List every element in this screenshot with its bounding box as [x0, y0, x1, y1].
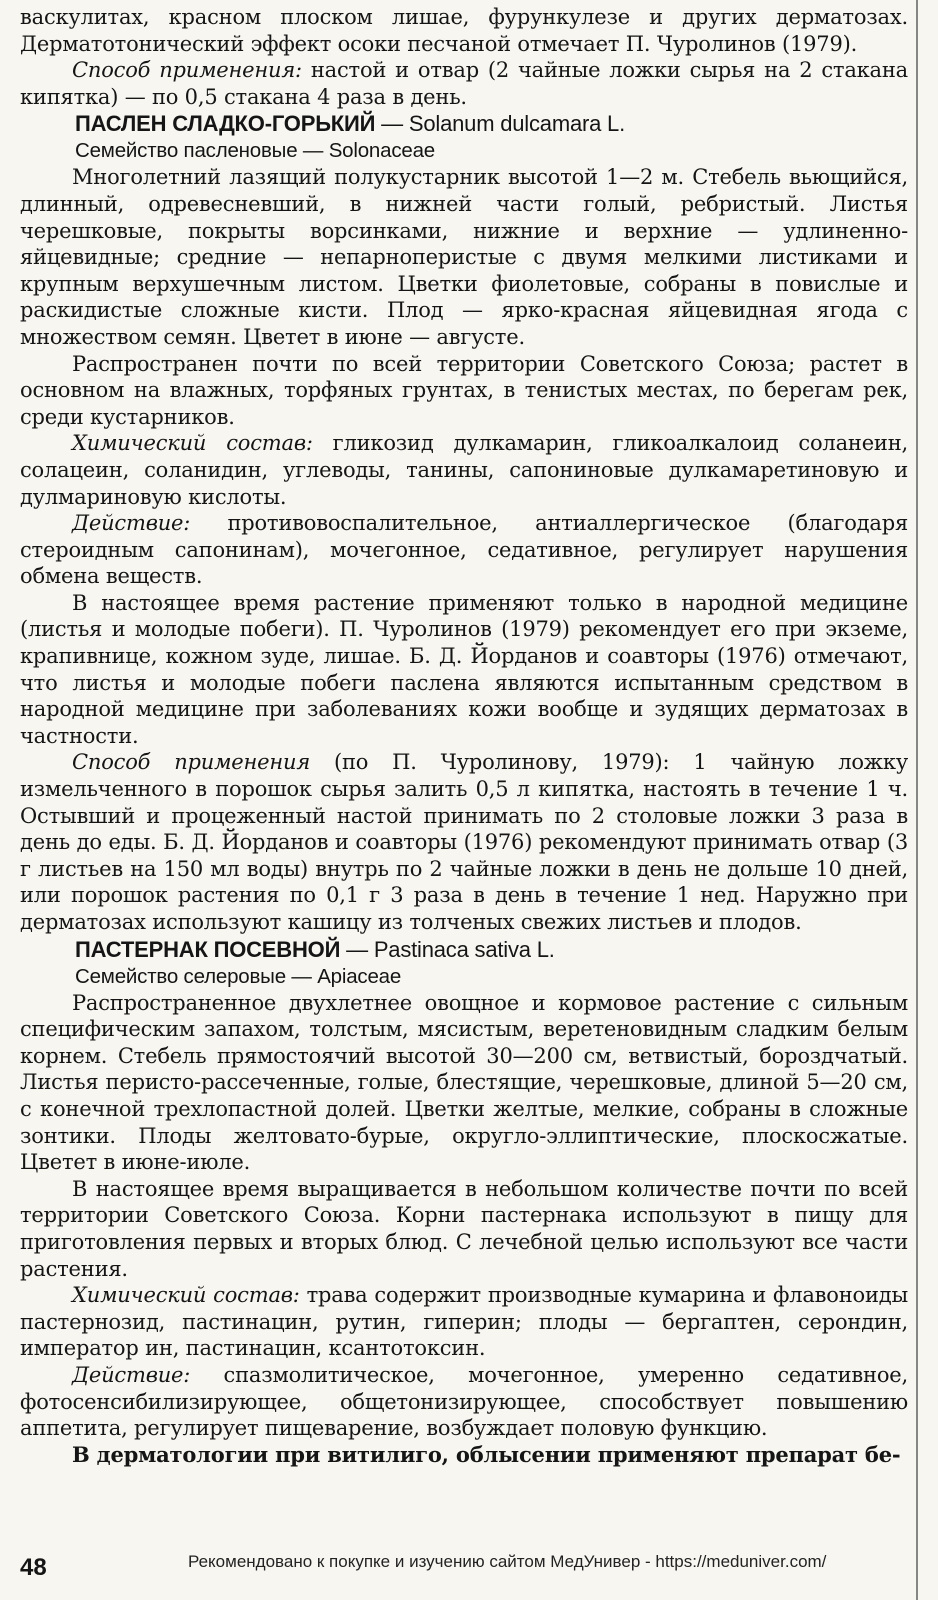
paragraph: В дерматологии при витилиго, облысении применяют препарат бе-: [72, 1441, 901, 1467]
plant-family: Семейство пасленовые — Solonaceae: [75, 139, 435, 163]
page-footer: [0, 1546, 938, 1586]
composition-label: Химический состав:: [72, 431, 313, 456]
description-paragraph: Распространенное двухлетнее овощное и кормовое растение с сильным специфическим запахом, толстым, мясистым, веретеновидным сладким белым корнем. Стебель прямостоячий высотой 30—200 см, ветвистый, бороздчатый. Листья перисто-рассеченные, голые, блестящие, черешковые, длиной 5—20 см, с конечной трехлопастной долей. Цветки желтые, мелкие, собраны в сложные зонтики. Плоды желтовато-бурые, округло-эллиптические, плоскосжатые. Цветет в июне-июле.: [20, 990, 908, 1175]
plant-title: ПАСТЕРНАК ПОСЕВНОЙ: [75, 936, 341, 962]
paragraph: васкулитах, красном плоском лишае, фурункулезе и других дерматозах. Дерматотонический эффект осоки песчаной отмечает П. Чуролинов (1979).: [20, 5, 908, 56]
book-page: [20, 4, 908, 1468]
composition-paragraph: [20, 1282, 908, 1362]
action-label: Действие:: [72, 511, 191, 536]
plant-family: Семейство селеровые — Apiaceae: [75, 964, 402, 988]
usage-label: Способ применения:: [72, 58, 302, 83]
action-paragraph: [20, 1362, 908, 1442]
composition-paragraph: [20, 430, 908, 510]
composition-label: Химический состав:: [72, 1283, 300, 1308]
plant-heading: [20, 110, 908, 137]
heading-dash: —: [375, 111, 409, 137]
usage-paragraph: [20, 57, 908, 110]
composition-text: гликозид дулкамарин, гликоалкалоид соланеин, солацеин, соланидин, углеводы, танины, сапониновые дулкамаретиновую и дулмариновую кислоты.: [20, 431, 908, 509]
plant-latin-name: Pastinaca sativa L.: [373, 936, 555, 962]
action-paragraph: [20, 510, 908, 590]
usage-label: Способ применения: [72, 750, 311, 775]
page-edge-shadow: [916, 0, 918, 1600]
plant-title: ПАСЛЕН СЛАДКО-ГОРЬКИЙ: [75, 111, 376, 137]
page-number: 48: [20, 1554, 47, 1581]
action-text: противовоспалительное, антиаллергическое (благодаря стероидным сапонинам), мочегонное, седативное, регулирует нарушения обмена веществ.: [20, 511, 908, 589]
plant-heading: [20, 936, 908, 963]
usage-text: настой и отвар (2 чайные ложки сырья на 2 стакана кипятка) — по 0,5 стакана 4 раза в день.: [20, 58, 908, 109]
distribution-paragraph: В настоящее время выращивается в небольшом количестве почти по всей территории Советского Союза. Корни пастернака используют в пищу для приготовления первых и вторых блюд. С лечебной целью используют все части растения.: [20, 1176, 908, 1281]
distribution-paragraph: Распространен почти по всей территории Советского Союза; растет в основном на влажных, торфяных грунтах, в тенистых местах, по берегам рек, среди кустарников.: [20, 351, 908, 429]
usage-paragraph: [20, 749, 908, 935]
description-paragraph: Многолетний лазящий полукустарник высотой 1—2 м. Стебель вьющийся, длинный, одревесневший, в нижней части голый, ребристый. Листья черешковые, покрыты ворсинками, нижние и верхние — удлиненно-яйцевидные; средние — непарноперистые с двумя мелкими листиками и крупным верхушечным листом. Цветки фиолетовые, собраны в повислые и раскидистые сложные кисти. Плод — ярко-красная яйцевидная ягода с множеством семян. Цветет в июне — августе.: [20, 165, 908, 349]
plant-latin-name: Solanum dulcamara L.: [408, 111, 626, 137]
action-text: спазмолитическое, мочегонное, умеренно седативное, фотосенсибилизирующее, общетонизирующее, способствует повышению аппетита, регулирует пищеварение, возбуждает половую функцию.: [20, 1362, 908, 1441]
action-label: Действие:: [72, 1362, 191, 1387]
heading-dash: —: [340, 936, 374, 962]
watermark-credit: Рекомендовано к покупке и изучению сайтом МедУнивер - https://meduniver.com/: [188, 1552, 827, 1571]
application-paragraph: В настоящее время растение применяют только в народной медицине (листья и молодые побеги). П. Чуролинов (1979) рекомендует его при экземе, крапивнице, кожном зуде, лишае. Б. Д. Йорданов и соавторы (1976) отмечают, что листья и молодые побеги паслена являются испытанным средством в народной медицине при заболеваниях кожи вообще и зудящих дерматозах в частности.: [20, 590, 908, 748]
composition-text: трава содержит производные кумарина и флавоноиды пастернозид, пастинацин, рутин, гиперин; плоды — бергаптен, серондин, император ин, пастинацин, ксантотоксин.: [20, 1283, 908, 1361]
usage-text: (по П. Чуролинову, 1979): 1 чайную ложку измельченного в порошок сырья залить 0,5 л кипятка, настоять в течение 1 ч. Остывший и процеженный настой принимать по 2 столовые ложки 3 раза в день до еды. Б. Д. Йорданов и соавторы (1976) рекомендуют принимать отвар (3 г листьев на 150 мл воды) внутрь по 2 чайные ложки в день не дольше 10 дней, или порошок растения по 0,1 г 3 раза в день в течение 1 нед. Наружно при дерматозах используют кашицу из толченых свежих листьев и плодов.: [20, 750, 908, 934]
